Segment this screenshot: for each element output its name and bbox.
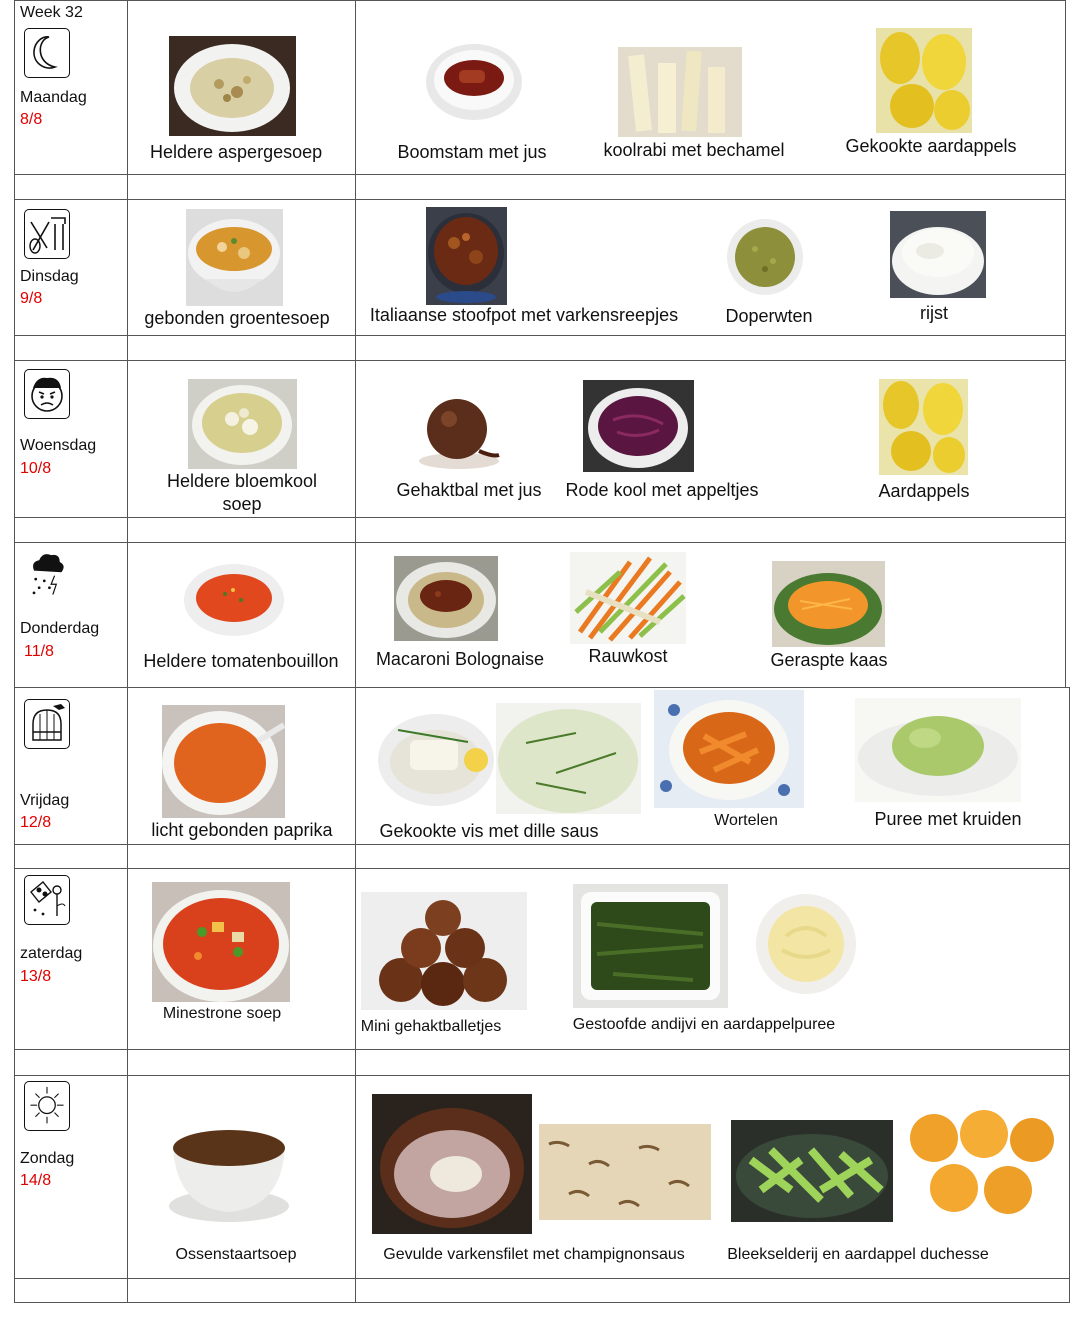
dill-sauce-image [496, 703, 641, 814]
dish-label: Geraspte kaas [770, 650, 888, 670]
vegetable-soup-image [186, 209, 283, 306]
kitchen-whisk-icon [24, 209, 70, 259]
soup-label: Heldere aspergesoep [150, 142, 323, 162]
soup-label-line-1: Heldere bloemkool [166, 471, 318, 491]
red-cabbage-image [583, 380, 694, 472]
raw-vegetables-image [570, 552, 686, 644]
dish-label: Wortelen [714, 812, 778, 829]
dish-label: rijst [920, 303, 948, 323]
dish-label: Rode kool met appeltjes [565, 480, 759, 500]
mini-meatballs-image [361, 892, 527, 1010]
dish-label: Doperwten [725, 306, 813, 326]
stewed-endive-image [573, 884, 728, 1008]
day-name: zaterdag [20, 945, 83, 962]
dish-label: Gehaktbal met jus [396, 480, 542, 500]
boiled-potatoes-image [876, 28, 972, 133]
dish-label: Gestoofde andijvi en aardappelpuree [572, 1016, 836, 1033]
macaroni-bolognese-image [394, 556, 498, 641]
dish-label: Puree met kruiden [874, 809, 1022, 829]
day-name: Zondag [20, 1150, 75, 1167]
duchess-potatoes-image [904, 1108, 1054, 1220]
day-name: Dinsdag [20, 268, 79, 285]
soup-label: Minestrone soep [162, 1005, 282, 1022]
day-name: Maandag [20, 89, 87, 106]
dish-label: Gekookte aardappels [845, 136, 1017, 156]
boiled-fish-image [378, 690, 496, 814]
celery-image [731, 1120, 893, 1222]
dish-label: Gekookte vis met dille saus [379, 821, 599, 841]
sun-icon [24, 1081, 70, 1131]
weekly-menu-table [14, 0, 1066, 1304]
dish-label: Macaroni Bolognaise [375, 649, 545, 669]
day-name: Vrijdag [20, 792, 70, 809]
soup-label-line-2: soep [222, 494, 262, 514]
day-date: 13/8 [20, 968, 52, 985]
minestrone-image [152, 882, 290, 1002]
asparagus-soup-image [169, 36, 296, 136]
soup-label: Heldere tomatenbouillon [143, 651, 339, 671]
grumpy-face-icon [24, 369, 70, 419]
herb-puree-image [855, 698, 1021, 802]
dish-label: Bleekselderij en aardappel duchesse [727, 1246, 989, 1263]
boomstam-image [424, 40, 524, 122]
potatoes-image [879, 379, 968, 475]
dish-label: Aardappels [878, 481, 970, 501]
rain-cloud-icon [24, 550, 68, 598]
peas-image [723, 215, 807, 303]
mushroom-sauce-image [539, 1124, 711, 1220]
oxtail-soup-image [163, 1108, 295, 1228]
cauliflower-soup-image [188, 379, 297, 469]
stew-image [426, 207, 507, 305]
day-date: 8/8 [20, 111, 43, 128]
tomato-broth-image [181, 560, 288, 641]
dish-label: Boomstam met jus [397, 142, 547, 162]
card-flower-icon [24, 875, 70, 925]
dish-label: Mini gehaktballetjes [360, 1018, 502, 1035]
paprika-soup-image [162, 705, 285, 818]
dish-label: koolrabi met bechamel [603, 140, 785, 160]
rice-image [890, 211, 986, 298]
dish-label: Italiaanse stoofpot met varkensreepjes [369, 305, 679, 325]
mashed-potato-image [752, 890, 860, 998]
dish-label: Rauwkost [588, 646, 668, 666]
kohlrabi-image [618, 47, 742, 137]
grated-cheese-image [772, 561, 885, 647]
day-date: 10/8 [20, 460, 52, 477]
day-name: Donderdag [20, 620, 100, 637]
meatball-image [409, 389, 508, 472]
day-date: 14/8 [20, 1172, 52, 1189]
day-date: 12/8 [20, 814, 52, 831]
birdcage-icon [24, 699, 70, 749]
day-name: Woensdag [20, 437, 97, 454]
carrots-image [654, 690, 804, 808]
day-date: 9/8 [20, 290, 43, 307]
stuffed-pork-image [372, 1094, 532, 1234]
soup-label: gebonden groentesoep [144, 308, 330, 328]
dish-label: Gevulde varkensfilet met champignonsaus [383, 1246, 685, 1263]
day-date: 11/8 [24, 643, 54, 660]
soup-label: Ossenstaartsoep [175, 1246, 297, 1263]
week-label: Week 32 [20, 4, 83, 21]
moon-icon [24, 28, 70, 78]
soup-label: licht gebonden paprika [151, 820, 333, 840]
